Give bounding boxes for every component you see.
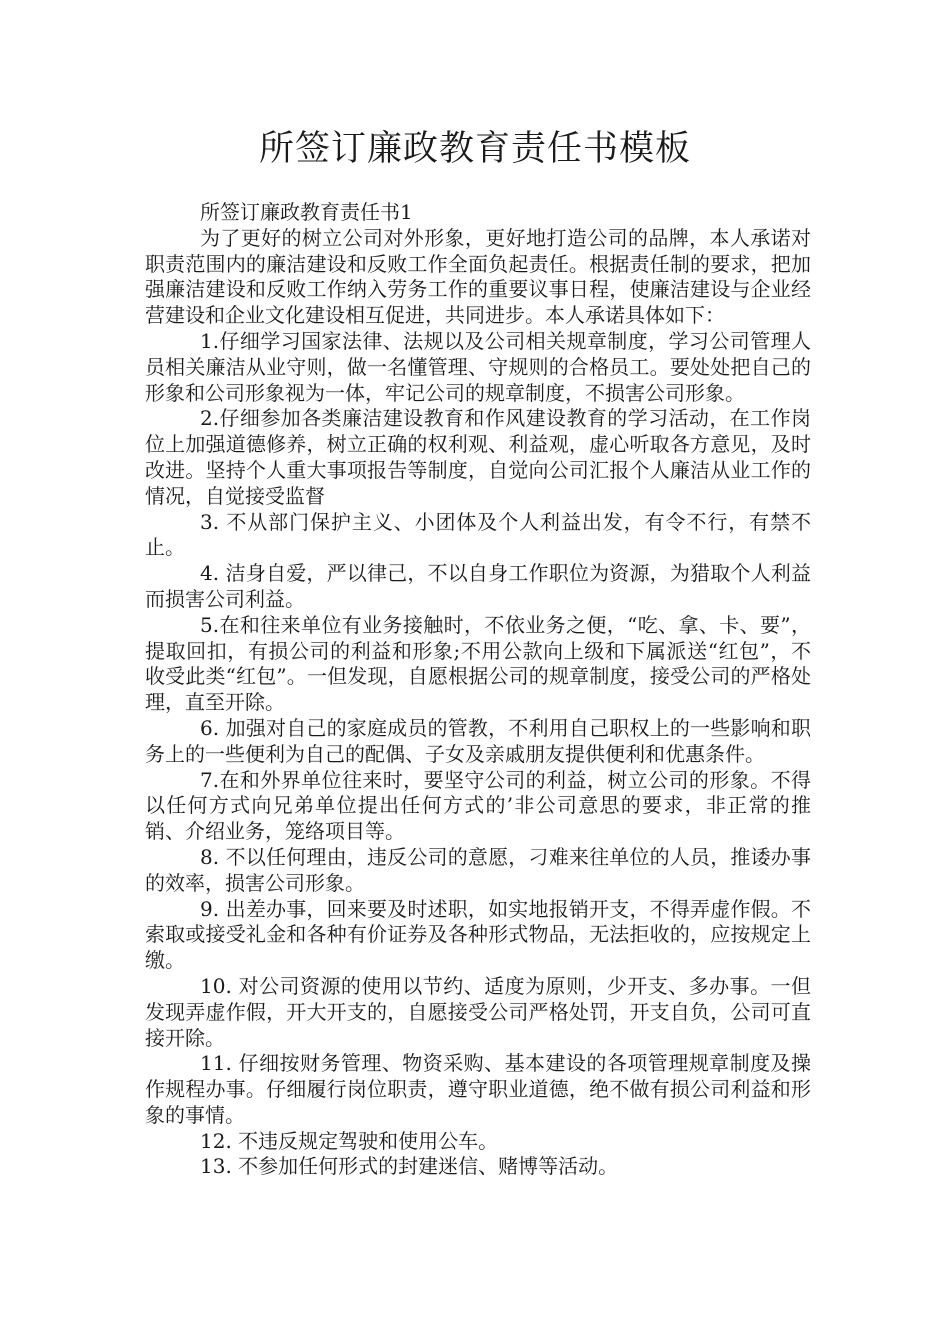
clause-2: 2.仔细参加各类廉洁建设教育和作风建设教育的学习活动，在工作岗位上加强道德修养，树立正确的权利观、利益观，虚心听取各方意见，及时改进。坚持个人重大事项报告等制度，自觉向公司汇报个人廉洁从业工作的情况，自觉接受监督 (145, 406, 811, 508)
clause-9: 9. 出差办事，回来要及时述职，如实地报销开支，不得弄虚作假。不索取或接受礼金和各种有价证券及各种形式物品，无法拒收的，应按规定上缴。 (145, 896, 811, 973)
clause-8: 8. 不以任何理由，违反公司的意愿，刁难来往单位的人员，推诿办事的效率，损害公司形象。 (145, 844, 811, 895)
clause-6: 6. 加强对自己的家庭成员的管教，不利用自己职权上的一些影响和职务上的一些便利为自己的配偶、子女及亲戚朋友提供便利和优惠条件。 (145, 715, 811, 766)
clause-7: 7.在和外界单位往来时，要坚守公司的利益，树立公司的形象。不得以任何方式向兄弟单位提出任何方式的’非公司意思的要求，非正常的推销、介绍业务，笼络项目等。 (145, 767, 811, 844)
clause-13: 13. 不参加任何形式的封建迷信、赌博等活动。 (200, 1154, 619, 1179)
clause-12: 12. 不违反规定驾驶和使用公车。 (200, 1128, 499, 1153)
clause-11: 11. 仔细按财务管理、物资采购、基本建设的各项管理规章制度及操作规程办事。仔细履行岗位职责，遵守职业道德，绝不做有损公司利益和形象的事情。 (145, 1051, 811, 1127)
document-subtitle: 所签订廉政教育责任书1 (200, 200, 413, 224)
document-title: 所签订廉政教育责任书模板 (258, 129, 691, 169)
clause-10: 10. 对公司资源的使用以节约、适度为原则，少开支、多办事。一但发现弄虚作假，开大开支的，自愿接受公司严格处罚，开支自负，公司可直接开除。 (145, 973, 811, 1050)
clause-3: 3. 不从部门保护主义、小团体及个人利益出发，有令不行，有禁不止。 (145, 509, 811, 560)
clause-1: 1.仔细学习国家法律、法规以及公司相关规章制度，学习公司管理人员相关廉洁从业守则，做一名懂管理、守规则的合格员工。要处处把自己的形象和公司形象视为一体，牢记公司的规章制度，不损害公司形象。 (145, 328, 811, 405)
clause-5: 5.在和往来单位有业务接触时，不依业务之便，“吃、拿、卡、要”，提取回扣，有损公司的利益和形象;不用公款向上级和下属派送“红包”，不收受此类“红包”。一但发现，自愿根据公司的规章制度，接受公司的严格处理，直至开除。 (145, 612, 811, 715)
clause-4: 4. 洁身自爱，严以律己，不以自身工作职位为资源，为猎取个人利益而损害公司利益。 (145, 561, 811, 611)
document-body (145, 200, 811, 1180)
intro-paragraph: 为了更好的树立公司对外形象，更好地打造公司的品牌，本人承诺对职责范围内的廉洁建设和反败工作全面负起责任。根据责任制的要求，把加强廉洁建设和反败工作纳入劳务工作的重要议事日程，使廉洁建设与企业经营建设和企业文化建设相互促进，共同进步。本人承诺具体如下： (145, 225, 811, 328)
